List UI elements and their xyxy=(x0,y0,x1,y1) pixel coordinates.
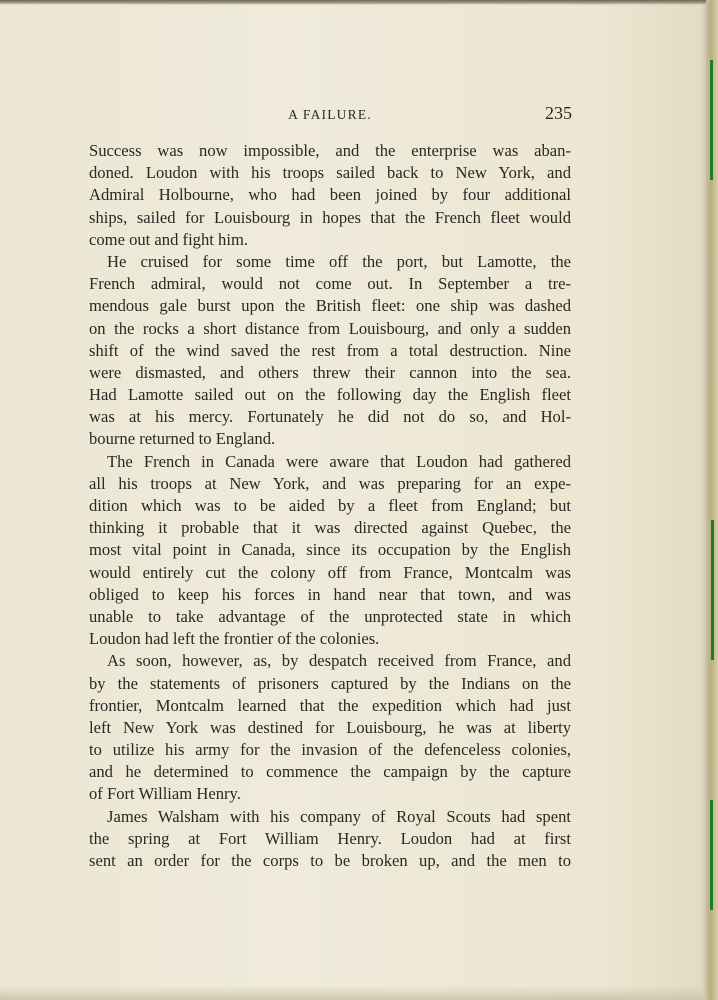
text-line: shift of the wind saved the rest from a total destruction. Nine xyxy=(89,340,571,360)
page-bottom-shadow xyxy=(0,986,706,1000)
text-line: to utilize his army for the invasion of the defenceless colonies, xyxy=(89,740,571,760)
text-line: the spring at Fort William Henry. Loudon had at first xyxy=(89,828,571,848)
text-line: was at his mercy. Fortunately he did not do so, and Hol- xyxy=(89,407,571,427)
text-line: sent an order for the corps to be broken up, and the men to xyxy=(89,851,571,870)
text-line: on the rocks a short distance from Louisbourg, and only a sudden xyxy=(89,318,571,338)
text-line: and he determined to commence the campaign by the capture xyxy=(89,762,571,782)
text-line: dition which was to be aided by a fleet from England; but xyxy=(89,496,571,515)
text-line: obliged to keep his forces in hand near that town, and was xyxy=(89,584,571,604)
text-line: bourne returned to England. xyxy=(89,429,276,449)
book-fore-edge xyxy=(706,0,718,1000)
text-line: all his troops at New York, and was preparing for an expe- xyxy=(89,473,571,493)
text-line: mendous gale burst upon the British fleet: one ship was dashed xyxy=(89,296,571,316)
text-line: frontier, Montcalm learned that the expedition which had just xyxy=(89,695,571,715)
text-line: come out and fight him. xyxy=(89,229,248,249)
text-line: left New York was destined for Louisbourg, he was at liberty xyxy=(89,717,571,737)
page-number: 235 xyxy=(545,103,572,123)
text-line: most vital point in Canada, since its occupation by the English xyxy=(89,540,571,560)
text-line: doned. Loudon with his troops sailed back to New York, and xyxy=(89,163,571,183)
text-line: As soon, however, as, by despatch received from France, and xyxy=(107,651,571,671)
text-line: Admiral Holbourne, who had been joined by four additional xyxy=(89,185,571,205)
edge-stain xyxy=(710,60,713,180)
text-line: The French in Canada were aware that Loudon had gathered xyxy=(107,451,571,471)
text-line: Loudon had left the frontier of the colonies. xyxy=(89,629,380,649)
text-line: ships, sailed for Louisbourg in hopes that the French fleet would xyxy=(89,207,571,227)
text-line: unable to take advantage of the unprotected state in which xyxy=(89,606,571,626)
text-line: of Fort William Henry. xyxy=(89,784,241,804)
text-line: would entirely cut the colony off from France, Montcalm was xyxy=(89,562,571,582)
text-line: Had Lamotte sailed out on the following day the English fleet xyxy=(89,385,571,405)
text-line: James Walsham with his company of Royal Scouts had spent xyxy=(107,806,571,826)
running-title: A FAILURE. xyxy=(288,107,372,122)
text-line: French admiral, would not come out. In September a tre- xyxy=(89,274,571,294)
text-line: He cruised for some time off the port, but Lamotte, the xyxy=(107,251,571,271)
text-line: thinking it probable that it was directed against Quebec, the xyxy=(89,518,571,538)
page-top-edge xyxy=(0,0,706,5)
edge-stain xyxy=(711,520,714,660)
text-line: were dismasted, and others threw their cannon into the sea. xyxy=(89,362,571,382)
edge-stain xyxy=(710,800,713,910)
text-line: by the statements of prisoners captured by the Indians on the xyxy=(89,673,571,693)
page-header xyxy=(88,103,572,125)
body-text xyxy=(89,140,571,872)
text-line: Success was now impossible, and the enterprise was aban- xyxy=(89,141,571,160)
